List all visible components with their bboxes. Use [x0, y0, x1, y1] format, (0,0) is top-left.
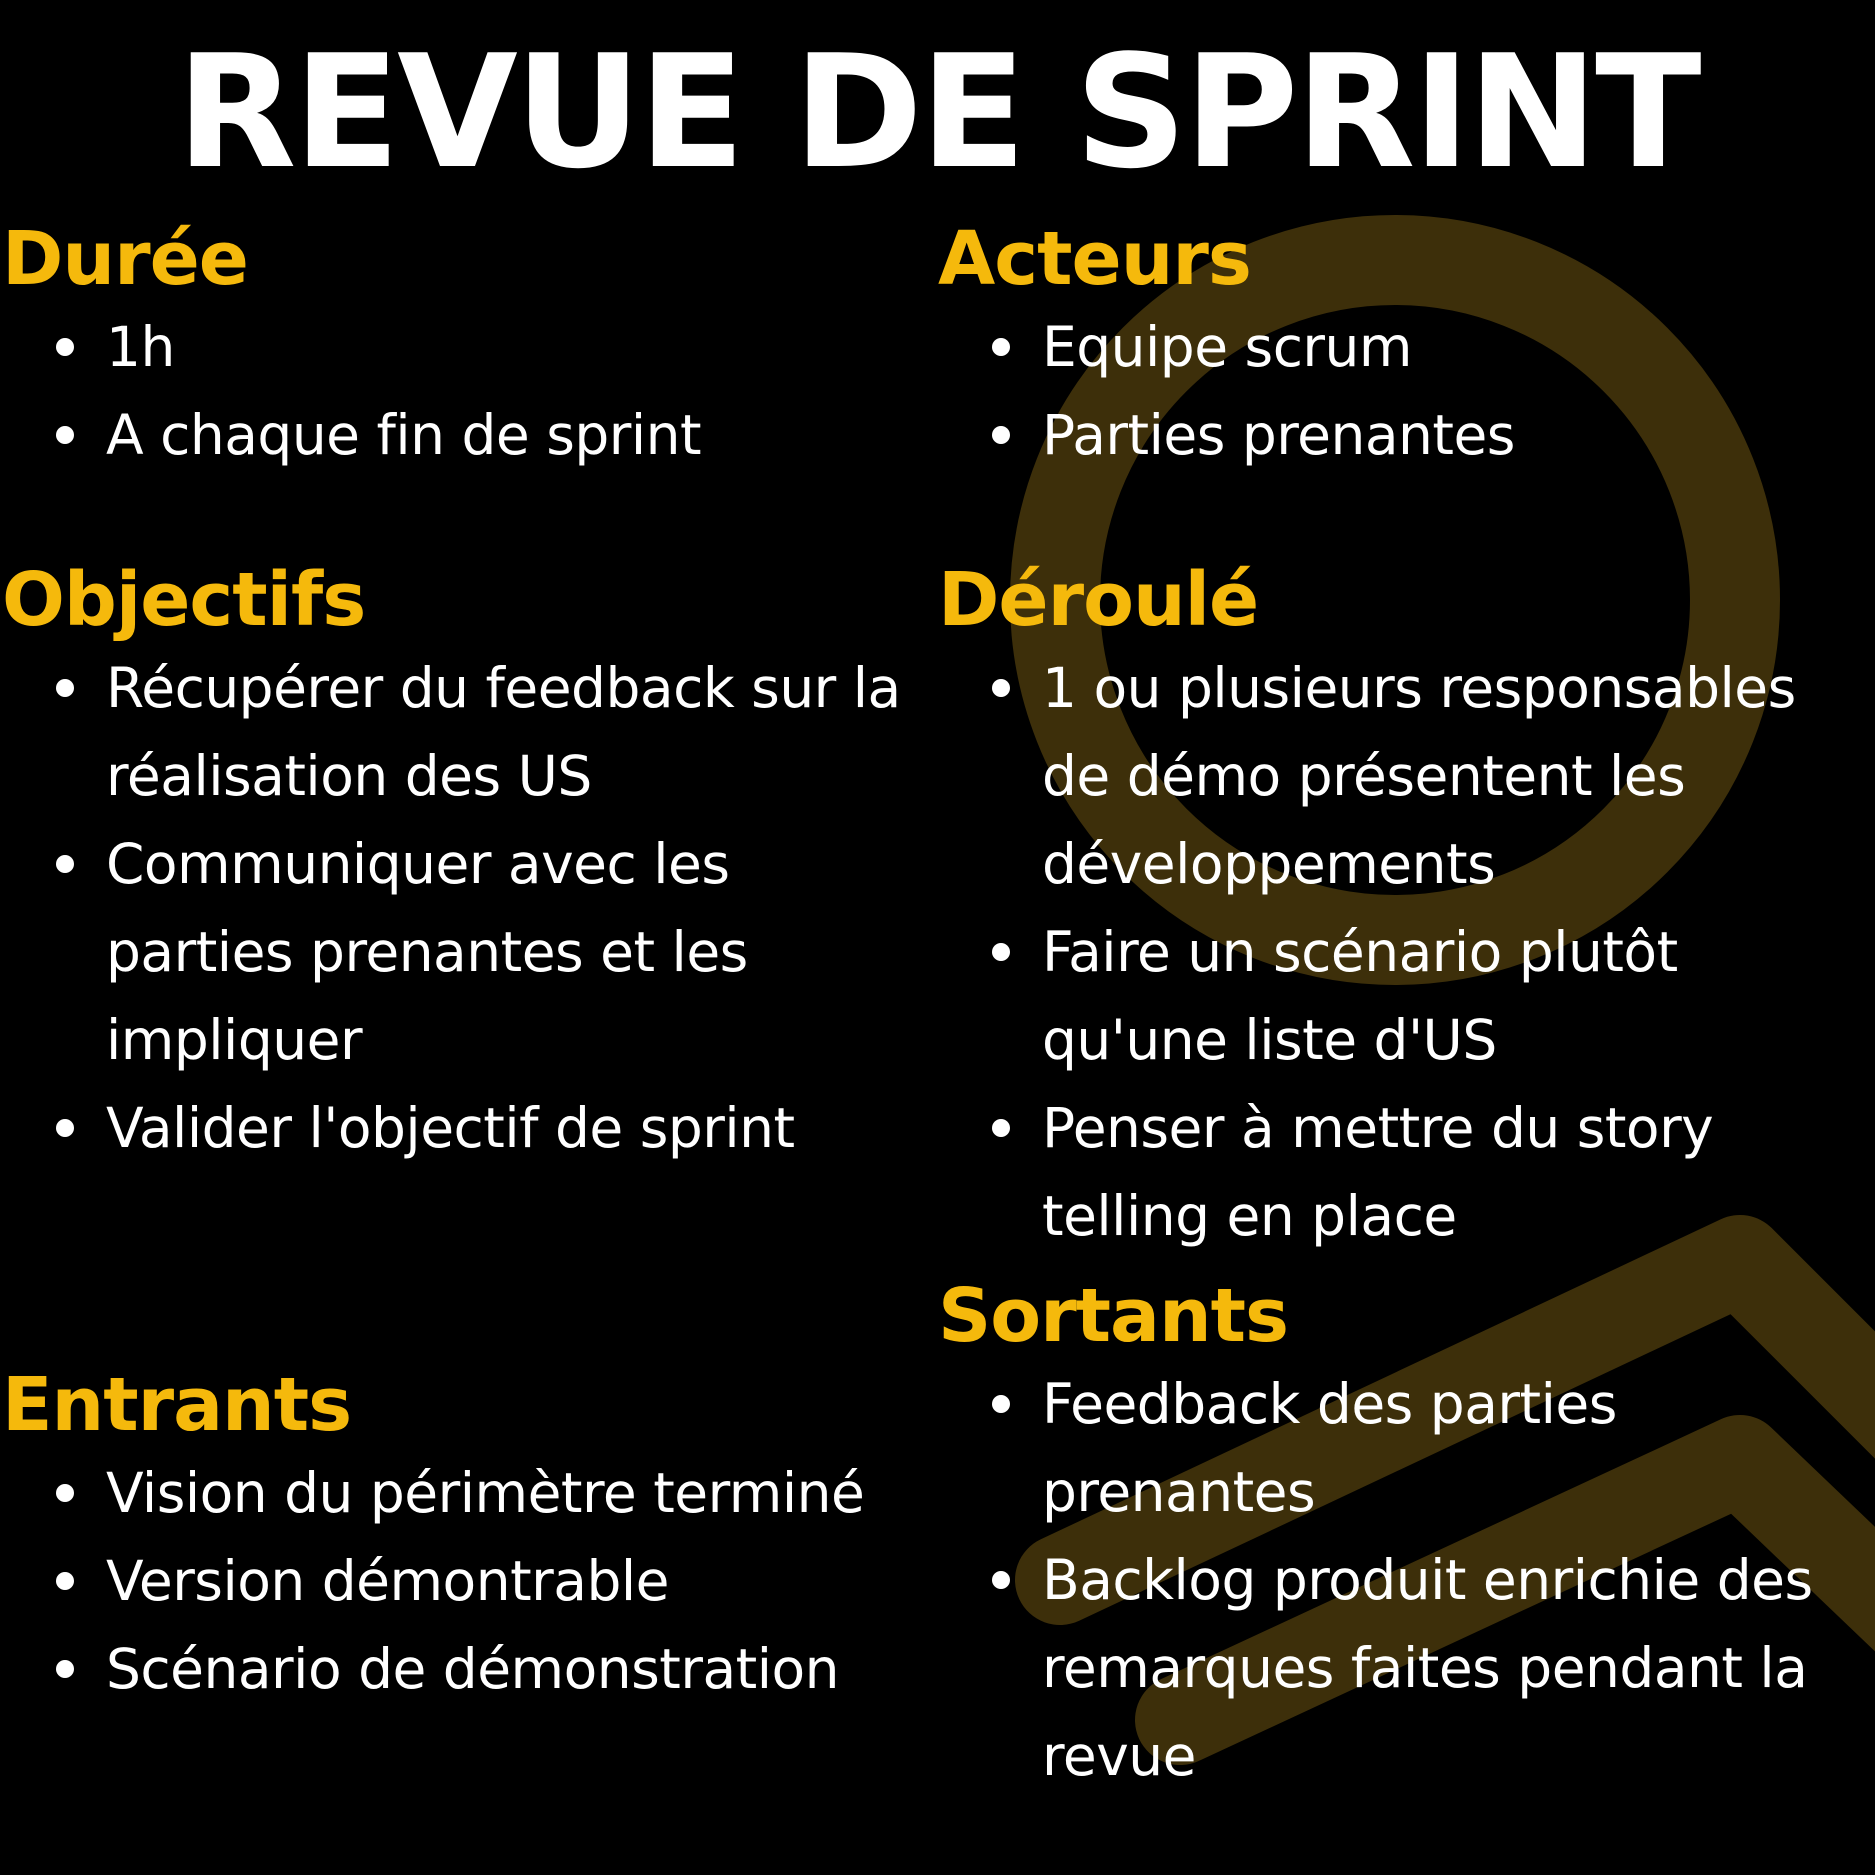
- section-sortants: [938, 1272, 1873, 1800]
- section-entrants: [2, 1361, 932, 1713]
- list-item-text: Vision du périmètre terminé: [106, 1461, 865, 1525]
- bullet-dot-icon: [56, 855, 74, 873]
- list-acteurs: [938, 303, 1515, 479]
- bullet-dot-icon: [56, 1119, 74, 1137]
- list-item-text: A chaque fin de sprint: [106, 403, 702, 467]
- list-sortants: [938, 1360, 1873, 1800]
- page-title: REVUE DE SPRINT: [176, 21, 1699, 203]
- bullet-dot-icon: [992, 1119, 1010, 1137]
- bullet-dot-icon: [56, 426, 74, 444]
- list-item: [2, 820, 932, 1084]
- section-title-entrants: Entrants: [2, 1362, 352, 1448]
- list-item-text: Penser à mettre du story telling en place: [1042, 1096, 1714, 1248]
- list-item-text: Equipe scrum: [1042, 315, 1412, 379]
- list-item: [938, 1360, 1873, 1536]
- section-title-acteurs: Acteurs: [938, 216, 1251, 302]
- list-item: [938, 303, 1515, 391]
- list-item: [2, 1084, 932, 1172]
- list-item-text: Version démontrable: [106, 1549, 669, 1613]
- list-item-text: Feedback des parties prenantes: [1042, 1372, 1617, 1524]
- bullet-dot-icon: [56, 338, 74, 356]
- list-entrants: [2, 1449, 932, 1713]
- section-duree: [2, 215, 701, 479]
- list-item: [2, 303, 701, 391]
- section-objectifs: [2, 556, 932, 1172]
- section-acteurs: [938, 215, 1515, 479]
- list-item-text: Récupérer du feedback sur la réalisation des US: [106, 656, 901, 808]
- list-item: [2, 644, 932, 820]
- list-item-text: Parties prenantes: [1042, 403, 1515, 467]
- list-duree: [2, 303, 701, 479]
- list-item: [2, 391, 701, 479]
- list-item: [938, 1536, 1873, 1800]
- section-title-deroule: Déroulé: [938, 557, 1259, 643]
- list-item: [938, 644, 1868, 908]
- list-item: [2, 1449, 932, 1537]
- list-item-text: Faire un scénario plutôt qu'une liste d'US: [1042, 920, 1678, 1072]
- section-title-duree: Durée: [2, 216, 248, 302]
- bullet-dot-icon: [992, 1395, 1010, 1413]
- bullet-dot-icon: [992, 943, 1010, 961]
- section-title-sortants: Sortants: [938, 1273, 1289, 1359]
- list-objectifs: [2, 644, 932, 1172]
- list-item-text: Valider l'objectif de sprint: [106, 1096, 795, 1160]
- bullet-dot-icon: [56, 1572, 74, 1590]
- list-item: [2, 1625, 932, 1713]
- section-title-objectifs: Objectifs: [2, 557, 366, 643]
- bullet-dot-icon: [992, 679, 1010, 697]
- list-item: [938, 908, 1868, 1084]
- section-deroule: [938, 556, 1868, 1260]
- bullet-dot-icon: [992, 338, 1010, 356]
- bullet-dot-icon: [56, 1660, 74, 1678]
- list-deroule: [938, 644, 1868, 1260]
- list-item-text: 1h: [106, 315, 175, 379]
- bullet-dot-icon: [56, 1484, 74, 1502]
- list-item: [938, 391, 1515, 479]
- bullet-dot-icon: [56, 679, 74, 697]
- list-item-text: Backlog produit enrichie des remarques faites pendant la revue: [1042, 1548, 1813, 1788]
- list-item: [938, 1084, 1868, 1260]
- list-item-text: Communiquer avec les parties prenantes et les impliquer: [106, 832, 748, 1072]
- list-item-text: Scénario de démonstration: [106, 1637, 840, 1701]
- bullet-dot-icon: [992, 426, 1010, 444]
- list-item-text: 1 ou plusieurs responsables de démo présentent les développements: [1042, 656, 1796, 896]
- list-item: [2, 1537, 932, 1625]
- bullet-dot-icon: [992, 1571, 1010, 1589]
